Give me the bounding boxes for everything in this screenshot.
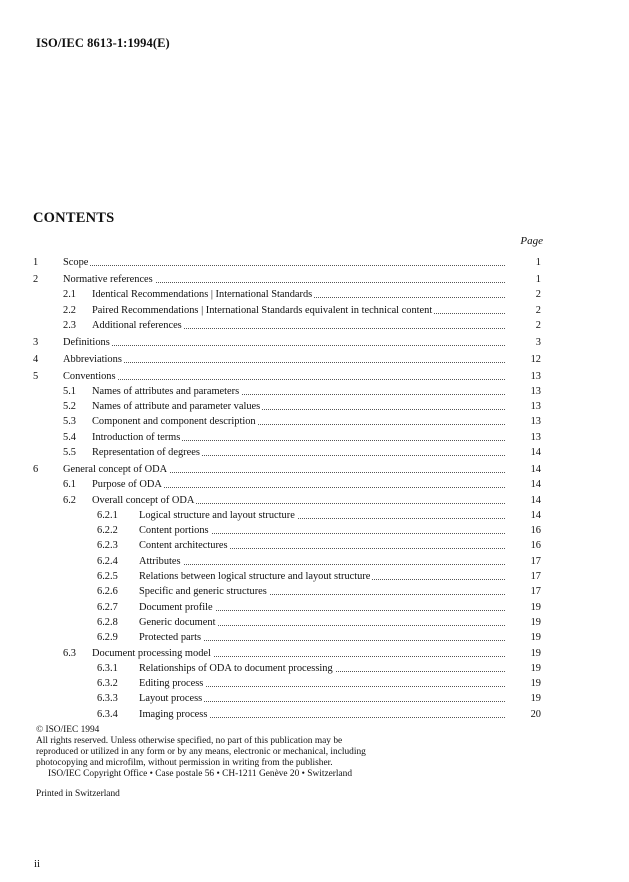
- printed-in: Printed in Switzerland: [36, 789, 120, 799]
- toc-entry-page: 13: [530, 431, 541, 443]
- toc-entry-title-text: Layout process: [139, 693, 203, 705]
- toc-entry-title: [92, 399, 505, 414]
- toc-entry-title-text: Conventions: [63, 370, 116, 382]
- toc-entry[interactable]: [0, 676, 629, 691]
- toc-entry-page: 19: [530, 616, 541, 628]
- toc-entry-page: 16: [530, 540, 541, 552]
- toc-entry-number: 6.2.2: [97, 525, 118, 537]
- toc-entry[interactable]: [0, 318, 629, 333]
- toc-entry-number: 5.3: [63, 416, 76, 428]
- standard-identifier: ISO/IEC 8613-1:1994(E): [36, 36, 170, 50]
- toc-entry-page: 1: [535, 273, 541, 285]
- toc-entry-title-text: Attributes: [139, 555, 181, 567]
- toc-entry-title: [63, 462, 505, 477]
- toc-entry-title-text: Document processing model: [92, 647, 211, 659]
- toc-entry-number: 6.2.6: [97, 586, 118, 598]
- toc-entry[interactable]: [0, 272, 629, 287]
- toc-entry-title: [139, 584, 505, 599]
- toc-entry-page: 19: [530, 632, 541, 644]
- rights-line: photocopying and microfilm, without permission in writing from the publisher.: [36, 758, 333, 768]
- toc-entry-title-text: Imaging process: [139, 708, 208, 720]
- toc-entry-page: 17: [530, 555, 541, 567]
- toc-entry-title-text: Additional references: [92, 319, 182, 331]
- toc-entry-number: 6.3.3: [97, 693, 118, 705]
- rights-line: reproduced or utilized in any form or by any means, electronic or mechanical, including: [36, 747, 366, 757]
- toc-entry-title-text: Component and component description: [92, 416, 256, 428]
- toc-entry-title: [139, 630, 505, 645]
- toc-entry-title: [139, 554, 505, 569]
- toc-entry-page: 14: [530, 463, 541, 475]
- toc-entry-page: 19: [530, 601, 541, 613]
- toc-entry-title-text: Specific and generic structures: [139, 586, 267, 598]
- toc-entry-page: 17: [530, 586, 541, 598]
- toc-entry-number: 5.4: [63, 431, 76, 443]
- toc-entry-page: 19: [530, 647, 541, 659]
- toc-entry-title-text: Overall concept of ODA: [92, 494, 195, 506]
- toc-entry-title-text: Content portions: [139, 525, 209, 537]
- toc-entry-page: 13: [530, 370, 541, 382]
- toc-entry-number: 6.2.1: [97, 509, 118, 521]
- toc-entry-number: 1: [33, 257, 39, 268]
- toc-entry-title-text: Representation of degrees: [92, 447, 200, 458]
- toc-entry-title-text: Editing process: [139, 678, 204, 690]
- toc-entry-title-text: General concept of ODA: [63, 463, 168, 475]
- toc-entry-title: [92, 318, 505, 333]
- toc-entry-title-text: Purpose of ODA: [92, 479, 162, 491]
- copyright-office-address: ISO/IEC Copyright Office • Case postale 56 • CH-1211 Genève 20 • Switzerland: [48, 769, 353, 779]
- toc-entry-title: [92, 287, 505, 302]
- toc-entry[interactable]: [0, 430, 629, 445]
- toc-entry-page: 14: [530, 494, 541, 506]
- toc-entry[interactable]: [0, 477, 629, 492]
- toc-entry-title: [139, 661, 505, 676]
- toc-entry-title: [92, 445, 505, 460]
- toc-entry-title: [92, 384, 505, 399]
- toc-entry-number: 2.2: [63, 304, 76, 316]
- toc-entry-title: [139, 676, 505, 691]
- toc-entry-page: 14: [530, 479, 541, 491]
- toc-entry-title-text: Document profile: [139, 601, 213, 613]
- toc-entry-number: 4: [33, 353, 39, 365]
- toc-entry[interactable]: [0, 646, 629, 661]
- toc-entry-page: 13: [530, 401, 541, 413]
- toc-entry-number: 3: [33, 336, 39, 348]
- toc-entry-number: 6.2.4: [97, 555, 118, 567]
- toc-entry-title-text: Relationships of ODA to document processing: [139, 662, 333, 674]
- toc-entry[interactable]: [0, 352, 629, 367]
- toc-entry-title: [92, 477, 505, 492]
- toc-entry-title-text: Content architectures: [139, 540, 228, 552]
- toc-entry-title: [63, 255, 505, 270]
- toc-entry-page: 3: [535, 336, 541, 348]
- toc-entry-title: [139, 538, 505, 553]
- toc-entry-title: [139, 707, 505, 722]
- toc-entry-page: 12: [530, 353, 541, 365]
- toc-entry-number: 6.2.5: [97, 571, 118, 582]
- toc-entry-title: [139, 569, 505, 584]
- toc-entry-title: [92, 430, 505, 445]
- toc-entry[interactable]: [0, 569, 629, 584]
- toc-entry-page: 19: [530, 662, 541, 674]
- toc-entry-title-text: Scope: [63, 257, 89, 268]
- toc-entry-title-text: Identical Recommendations | International Standards: [92, 289, 313, 301]
- toc-entry-title-text: Paired Recommendations | International Standards equivalent in technical content: [92, 304, 433, 316]
- toc-entry[interactable]: [0, 707, 629, 722]
- toc-entry-title-text: Generic document: [139, 616, 216, 628]
- toc-entry-title: [63, 369, 505, 384]
- toc-entry-page: 19: [530, 693, 541, 705]
- toc-entry-title-text: Abbreviations: [63, 353, 122, 365]
- toc-entry[interactable]: [0, 584, 629, 599]
- toc-entry-title: [92, 303, 505, 318]
- toc-entry-page: 17: [530, 571, 541, 582]
- toc-entry-number: 6.2.7: [97, 601, 118, 613]
- copyright-notice: [36, 725, 396, 800]
- toc-entry[interactable]: [0, 691, 629, 706]
- toc-entry-page: 2: [535, 304, 541, 316]
- toc-entry[interactable]: [0, 508, 629, 523]
- toc-entry-page: 13: [530, 416, 541, 428]
- page-column-label: Page: [520, 235, 543, 247]
- toc-entry-page: 14: [530, 447, 541, 458]
- toc-entry-number: 5.1: [63, 385, 76, 397]
- toc-entry-title-text: Normative references: [63, 273, 153, 285]
- contents-heading: CONTENTS: [33, 210, 115, 226]
- toc-entry[interactable]: [0, 335, 629, 350]
- copyright-line: © ISO/IEC 1994: [36, 725, 100, 735]
- toc-entry-number: 6.2.9: [97, 632, 118, 644]
- toc-entry-number: 6.1: [63, 479, 76, 491]
- toc-entry-page: 13: [530, 385, 541, 397]
- toc-entry[interactable]: [0, 303, 629, 318]
- toc-entry[interactable]: [0, 462, 629, 477]
- toc-entry-number: 6.3.4: [97, 708, 118, 720]
- toc-entry-title: [139, 523, 505, 538]
- toc-entry-number: 5: [33, 370, 39, 382]
- toc-entry-title: [63, 352, 505, 367]
- toc-entry[interactable]: [0, 554, 629, 569]
- toc-entry-title: [139, 508, 505, 523]
- toc-entry-page: 1: [535, 257, 541, 268]
- toc-entry[interactable]: [0, 369, 629, 384]
- toc-entry-title: [92, 493, 505, 508]
- toc-entry[interactable]: [0, 255, 629, 270]
- toc-entry-number: 6: [33, 463, 39, 475]
- toc-entry-number: 6.2: [63, 494, 76, 506]
- toc-entry-number: 6.3.1: [97, 662, 118, 674]
- toc-entry-title: [139, 691, 505, 706]
- toc-entry-page: 19: [530, 678, 541, 690]
- toc-entry-title-text: Definitions: [63, 336, 110, 348]
- rights-line: All rights reserved. Unless otherwise specified, no part of this publication may be: [36, 736, 343, 746]
- page-folio: ii: [34, 858, 41, 870]
- toc-entry[interactable]: [0, 493, 629, 508]
- toc-entry-title-text: Names of attribute and parameter values: [92, 401, 261, 413]
- toc-entry[interactable]: [0, 287, 629, 302]
- toc-entry-title: [139, 600, 505, 615]
- toc-entry[interactable]: [0, 661, 629, 676]
- toc-entry-page: 16: [530, 525, 541, 537]
- toc-entry-title-text: Introduction of terms: [92, 431, 181, 443]
- toc-entry-page: 14: [530, 509, 541, 521]
- toc-entry-page: 2: [535, 289, 541, 301]
- toc-entry[interactable]: [0, 384, 629, 399]
- toc-entry[interactable]: [0, 523, 629, 538]
- toc-entry-title-text: Protected parts: [139, 632, 202, 644]
- toc-entry[interactable]: [0, 414, 629, 429]
- toc-entry-title: [63, 335, 505, 350]
- toc-entry[interactable]: [0, 615, 629, 630]
- toc-entry-number: 2.3: [63, 319, 76, 331]
- toc-entry[interactable]: [0, 630, 629, 645]
- toc-entry-title: [63, 272, 505, 287]
- toc-entry[interactable]: [0, 538, 629, 553]
- toc-entry-number: 6.2.8: [97, 616, 118, 628]
- toc-entry-title-text: Logical structure and layout structure: [139, 509, 295, 521]
- toc-entry-title: [139, 615, 505, 630]
- toc-entry-number: 5.5: [63, 447, 76, 458]
- toc-entry-page: 20: [530, 708, 541, 720]
- toc-entry[interactable]: [0, 445, 629, 460]
- toc-entry-number: 2.1: [63, 289, 76, 301]
- toc-entry-number: 2: [33, 273, 39, 285]
- toc-entry-page: 2: [535, 319, 541, 331]
- toc-entry-number: 6.3: [63, 647, 76, 659]
- toc-entry-title: [92, 646, 505, 661]
- toc-entry-title: [92, 414, 505, 429]
- toc-entry-number: 6.3.2: [97, 678, 118, 690]
- toc-entry[interactable]: [0, 399, 629, 414]
- toc-entry-number: 5.2: [63, 401, 76, 413]
- toc-entry-title-text: Names of attributes and parameters: [92, 385, 240, 397]
- toc-entry-title-text: Relations between logical structure and layout structure: [139, 571, 371, 582]
- toc-entry-number: 6.2.3: [97, 540, 118, 552]
- toc-entry[interactable]: [0, 600, 629, 615]
